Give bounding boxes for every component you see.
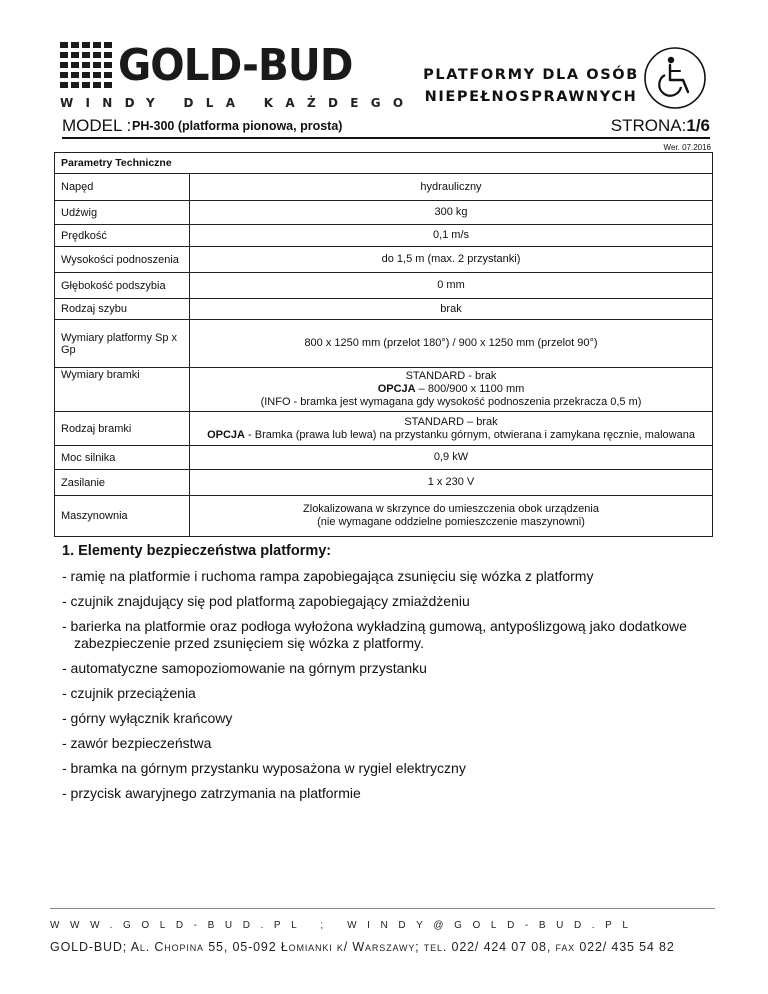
spec-value (190, 412, 713, 446)
table-row (55, 201, 713, 225)
spec-label: Wymiary platformy Sp x Gp (55, 320, 190, 368)
logo-grid-icon (60, 42, 112, 90)
page-indicator (611, 116, 710, 136)
page-number: 1/6 (686, 116, 710, 135)
table-row (55, 225, 713, 247)
list-item: - czujnik znajdujący się pod platformą zapobiegający zmiażdżeniu (62, 593, 470, 609)
spec-value-line (196, 429, 706, 442)
model-label: MODEL : (62, 116, 132, 135)
footer-address: GOLD-BUD; Al. Chopina 55, 05-092 Łomianki k/ Warszawy; tel. 022/ 424 07 08, fax 022/ 435 54 82 (50, 940, 675, 954)
spec-value (190, 368, 713, 412)
model-row (62, 116, 710, 136)
option-text: – 800/900 x 1100 mm (415, 383, 525, 395)
spec-value-line: STANDARD - brak (405, 370, 497, 382)
table-row (55, 273, 713, 299)
model-value: PH-300 (platforma pionowa, prosta) (132, 119, 343, 133)
spec-label: Rodzaj szybu (55, 299, 190, 320)
spec-value-line: (INFO - bramka jest wymagana gdy wysokość podnoszenia przekracza 0,5 m) (260, 396, 642, 408)
safety-section-title: 1. Elementy bezpieczeństwa platformy: (62, 543, 332, 559)
table-row (55, 368, 713, 412)
table-row (55, 470, 713, 496)
spec-value: 0,1 m/s (190, 225, 713, 247)
option-text: - Bramka (prawa lub lewa) na przystanku górnym, otwierana i zamykana ręcznie, malowana (244, 428, 695, 441)
spec-value: do 1,5 m (max. 2 przystanki) (190, 247, 713, 273)
spec-value: 0,9 kW (190, 446, 713, 470)
version-label: Wer. 07.2016 (663, 143, 711, 152)
safety-list (62, 568, 702, 810)
spec-label: Zasilanie (55, 470, 190, 496)
spec-value: 1 x 230 V (190, 470, 713, 496)
spec-label: Napęd (55, 174, 190, 201)
list-item: - barierka na platformie oraz podłoga wyłożona wykładziną gumową, antypoślizgową jako dodatkowe zabezpieczenie przed zsunięciem się wózka z platformy. (62, 618, 687, 651)
list-item: - bramka na górnym przystanku wyposażona w rygiel elektryczny (62, 760, 466, 776)
document-title (422, 64, 640, 108)
spec-value-line: STANDARD – brak (404, 415, 498, 428)
table-row (55, 247, 713, 273)
list-item: - zawór bezpieczeństwa (62, 735, 212, 751)
spec-value: 800 x 1250 mm (przelot 180°) / 900 x 1250 mm (przelot 90°) (190, 320, 713, 368)
spec-label: Głębokość podszybia (55, 273, 190, 299)
footer-rule (50, 908, 715, 909)
list-item: - górny wyłącznik krańcowy (62, 710, 233, 726)
page-label: STRONA: (610, 116, 687, 135)
spec-value-line: (nie wymagane oddzielne pomieszczenie maszynowni) (317, 516, 585, 528)
spec-label: Prędkość (55, 225, 190, 247)
logo-tagline: WINDY DLA KAŻDEGO (60, 96, 416, 110)
footer-contact-web: WWW.GOLD-BUD.PL ; WINDY@GOLD-BUD.PL (50, 920, 639, 931)
spec-value: brak (190, 299, 713, 320)
wheelchair-icon (643, 46, 707, 110)
spec-value (190, 496, 713, 537)
document-title-line1: PLATFORMY DLA OSÓB (423, 67, 639, 83)
table-caption-row (55, 153, 713, 174)
spec-label: Maszynownia (55, 496, 190, 537)
document-title-line2: NIEPEŁNOSPRAWNYCH (424, 89, 638, 105)
table-row (55, 299, 713, 320)
spec-value: hydrauliczny (190, 174, 713, 201)
spec-label: Udźwig (55, 201, 190, 225)
spec-value: 0 mm (190, 273, 713, 299)
list-item: - automatyczne samopoziomowanie na górnym przystanku (62, 660, 427, 676)
logo-wordmark: GOLD-BUD (118, 40, 353, 91)
header-rule (62, 137, 710, 139)
list-item: - ramię na platformie i ruchoma rampa zapobiegająca zsunięciu się wózka z platformy (62, 568, 594, 584)
spec-label: Moc silnika (55, 446, 190, 470)
spec-value-line (196, 383, 706, 396)
option-label: OPCJA (207, 428, 245, 441)
table-row (55, 174, 713, 201)
company-logo (60, 40, 416, 110)
spec-value-line: Zlokalizowana w skrzynce do umieszczenia obok urządzenia (303, 503, 599, 515)
spec-value: 300 kg (190, 201, 713, 225)
table-row (55, 412, 713, 446)
list-item: - czujnik przeciążenia (62, 685, 196, 701)
technical-specs-table (54, 152, 713, 537)
option-label: OPCJA (377, 383, 416, 395)
table-row (55, 320, 713, 368)
table-row (55, 496, 713, 537)
spec-label: Wysokości podnoszenia (55, 247, 190, 273)
table-row (55, 446, 713, 470)
spec-label: Rodzaj bramki (55, 412, 190, 446)
table-caption: Parametry Techniczne (55, 153, 713, 174)
list-item: - przycisk awaryjnego zatrzymania na platformie (62, 785, 361, 801)
spec-label: Wymiary bramki (55, 368, 190, 412)
